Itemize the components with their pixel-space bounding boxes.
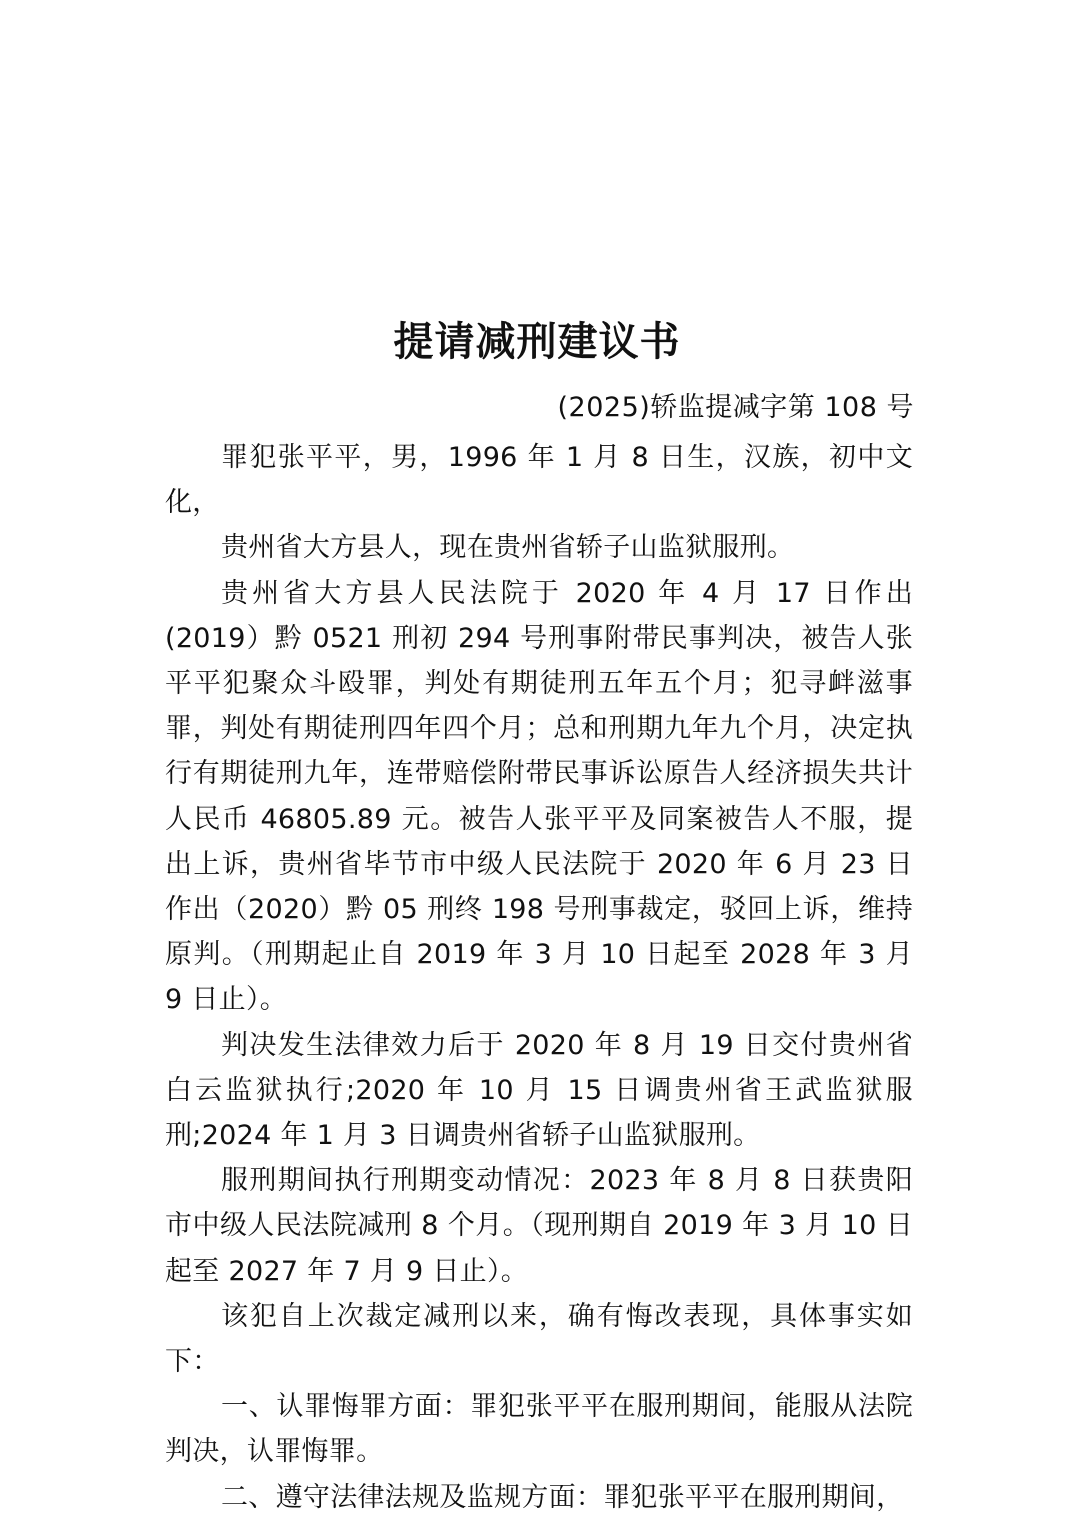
- document-number: (2025)轿监提减字第 108 号: [557, 392, 914, 423]
- paragraph-5: 服刑期间执行刑期变动情况：2023 年 8 月 8 日获贵阳市中级人民法院减刑 8 个月。（现刑期自 2019 年 3 月 10 日起至 2027 年 7 月 9 日止）。: [165, 1165, 913, 1287]
- paragraph-3: 贵州省大方县人民法院于 2020 年 4 月 17 日作出(2019）黔 0521 刑初 294 号刑事附带民事判决，被告人张平平犯聚众斗殴罪，判处有期徒刑五年五个月；犯寻衅滋事罪，判处有期徒刑四年四个月；总和刑期九年九个月，决定执行有期徒刑九年，连带赔偿附带民事诉讼原告人经济损失共计人民币 46805.89 元。被告人张平平及同案被告人不服，提出上诉，贵州省毕节市中级人民法院于 2020 年 6 月 23 日作出（2020）黔 05 刑终 198 号刑事裁定，驳回上诉，维持原判。（刑期起止自 2019 年 3 月 10 日起至 2028 年 3 月 9 日止）。: [165, 577, 913, 1016]
- paragraph-6: 该犯自上次裁定减刑以来，确有悔改表现，具体事实如下：: [165, 1300, 913, 1378]
- paragraph-8: 二、遵守法律法规及监规方面：罪犯张平平在服刑期间，: [221, 1481, 904, 1513]
- paragraph-7: 一、认罪悔罪方面：罪犯张平平在服刑期间，能服从法院判决，认罪悔罪。: [165, 1391, 913, 1468]
- document-title: 提请减刑建议书: [393, 318, 681, 365]
- document-body: [165, 435, 913, 1520]
- paragraph-4: 判决发生法律效力后于 2020 年 8 月 19 日交付贵州省白云监狱执行;2020 年 10 月 15 日调贵州省王武监狱服刑;2024 年 1 月 3 日调贵州省轿子山监狱服刑。: [165, 1029, 913, 1152]
- paragraph-2: 贵州省大方县人，现在贵州省轿子山监狱服刑。: [221, 532, 795, 564]
- paragraph-1: 罪犯张平平，男，1996 年 1 月 8 日生，汉族，初中文化，: [165, 442, 913, 519]
